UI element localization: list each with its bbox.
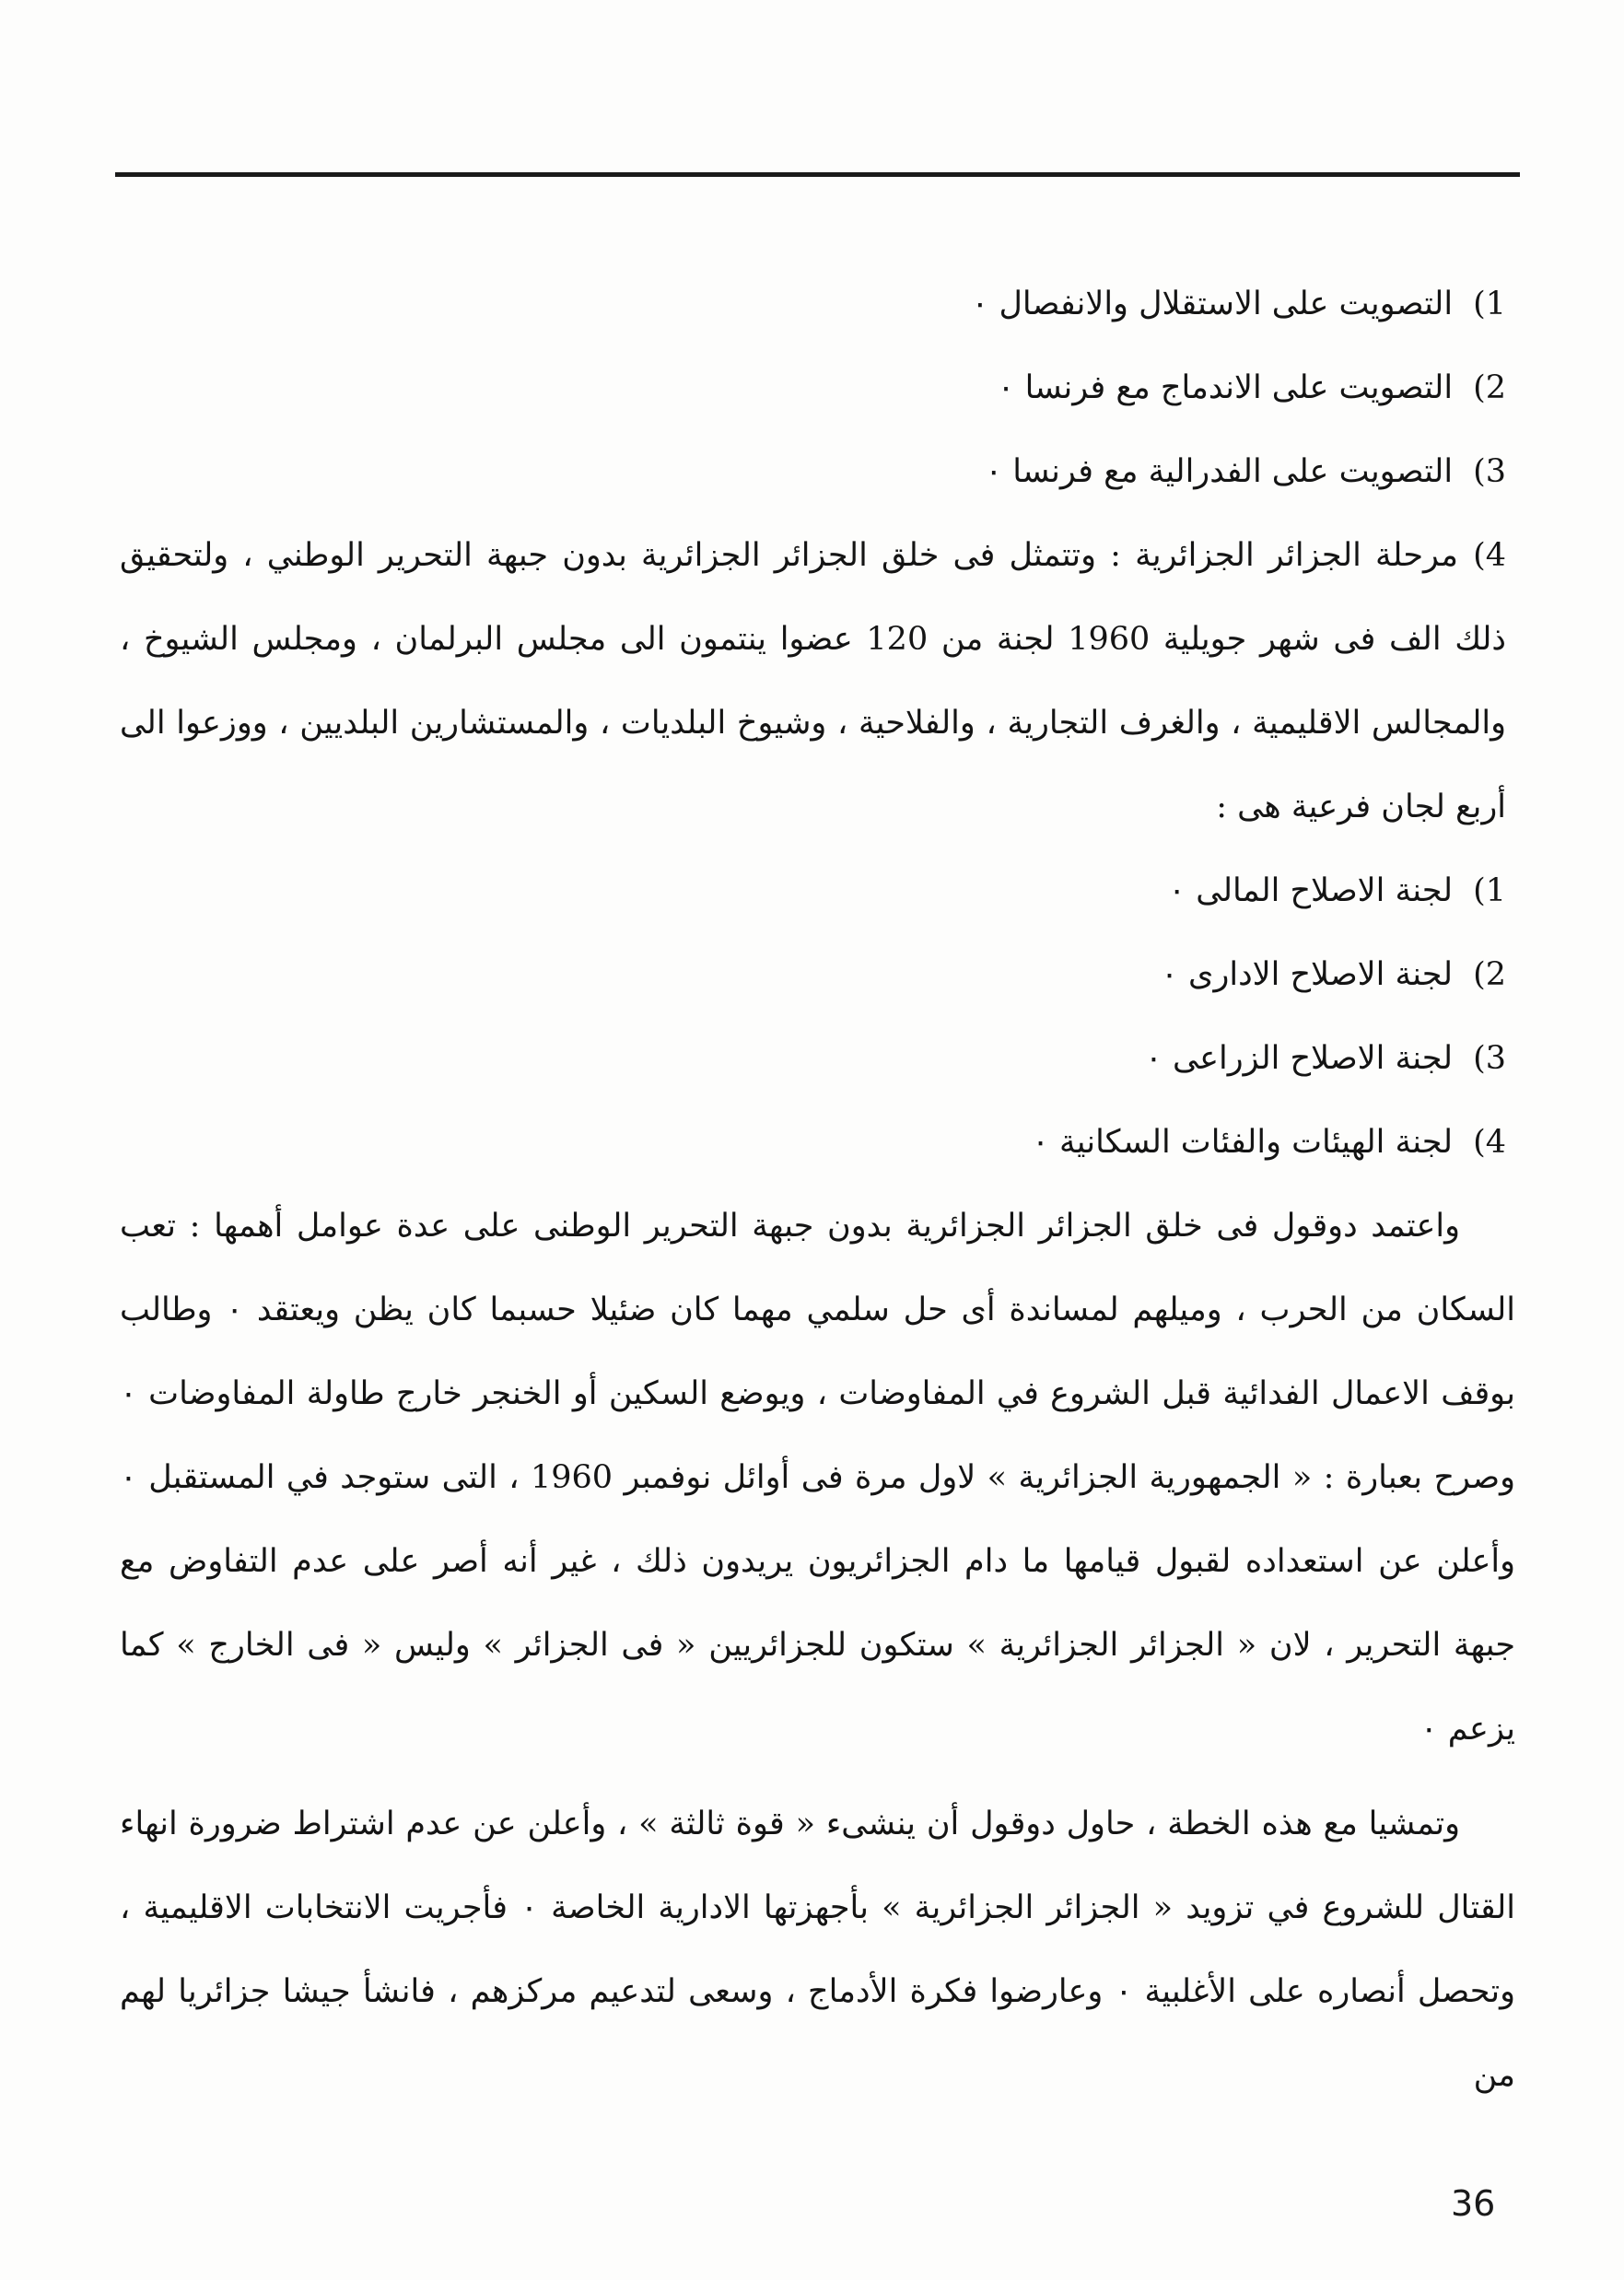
list-item-number: 2) bbox=[1473, 956, 1506, 993]
list-item-text: لجنة الهيئات والفئات السكانية ٠ bbox=[1032, 1124, 1454, 1161]
list-item bbox=[120, 263, 1515, 346]
body-paragraph: وتمشيا مع هذه الخطة ، حاول دوقول أن ينشىء « قوة ثالثة » ، وأعلن عن عدم اشتراط ضرورة انهاء القتال للشروع في تزويد « الجزائر الجزائرية » بأجهزتها الادارية الخاصة ٠ فأجريت الانتخابات الاقليمية ، وتحصل أنصاره على الأغلبية ٠ وعارضوا فكرة الأدماج ، وسعى لتدعيم مركزهم ، فانشأ جيشا جزائريا لهم من bbox=[120, 1806, 1515, 2094]
page-body bbox=[120, 263, 1515, 2118]
list-item-text: التصويت على الاستقلال والانفصال ٠ bbox=[971, 286, 1454, 322]
phase-text: مرحلة الجزائر الجزائرية : وتتمثل فى خلق الجزائر الجزائرية بدون جبهة التحرير الوطني ، ولتحقيق ذلك الف فى شهر جويلية 1960 لجنة من 120 عضوا ينتمون الى مجلس البرلمان ، ومجلس الشيوخ ، والمجالس الاقليمية ، والغرف التجارية ، والفلاحية ، وشيوخ البلديات ، والمستشارين البلديين ، ووزعوا الى أربع لجان فرعية هى : bbox=[120, 537, 1506, 825]
list-item-number: 3) bbox=[1473, 1040, 1506, 1077]
list-item bbox=[120, 1101, 1515, 1185]
list-item-number: 1) bbox=[1473, 286, 1506, 322]
header-rule bbox=[115, 172, 1520, 177]
phase-paragraph bbox=[120, 514, 1515, 849]
list-item bbox=[120, 849, 1515, 933]
list-item-number: 3) bbox=[1473, 453, 1506, 490]
list-item-number: 1) bbox=[1473, 872, 1506, 909]
list-item bbox=[120, 1017, 1515, 1101]
page-number: 36 bbox=[1451, 2183, 1496, 2224]
list-item-number: 4) bbox=[1473, 1124, 1506, 1161]
body-paragraph: واعتمد دوقول فى خلق الجزائر الجزائرية بدون جبهة التحرير الوطنى على عدة عوامل أهمها : تعب السكان من الحرب ، وميلهم لمساندة أى حل سلمي مهما كان ضئيلا حسبما كان يظن ويعتقد ٠ وطالب بوقف الاعمال الفدائية قبل الشروع في المفاوضات ، ويوضع السكين أو الخنجر خارج طاولة المفاوضات ٠ وصرح بعبارة : « الجمهورية الجزائرية » لاول مرة فى أوائل نوفمبر 1960 ، التى ستوجد في المستقبل ٠ وأعلن عن استعداده لقبول قيامها ما دام الجزائريون يريدون ذلك ، غير أنه أصر على عدم التفاوض مع جبهة التحرير ، لان « الجزائر الجزائرية » ستكون للجزائريين « فى الجزائر » وليس « فى الخارج » كما يزعم ٠ bbox=[120, 1208, 1515, 1748]
list-item bbox=[120, 430, 1515, 514]
phase-number: 4) bbox=[1473, 537, 1506, 574]
list-item-text: لجنة الاصلاح الادارى ٠ bbox=[1161, 956, 1454, 993]
list-item-text: التصويت على الفدرالية مع فرنسا ٠ bbox=[985, 453, 1454, 490]
list-item bbox=[120, 346, 1515, 430]
list-item bbox=[120, 933, 1515, 1017]
list-item-text: لجنة الاصلاح المالى ٠ bbox=[1168, 872, 1454, 909]
list-item-text: لجنة الاصلاح الزراعى ٠ bbox=[1145, 1040, 1454, 1077]
list-item-text: التصويت على الاندماج مع فرنسا ٠ bbox=[997, 369, 1454, 406]
list-item-number: 2) bbox=[1473, 369, 1506, 406]
